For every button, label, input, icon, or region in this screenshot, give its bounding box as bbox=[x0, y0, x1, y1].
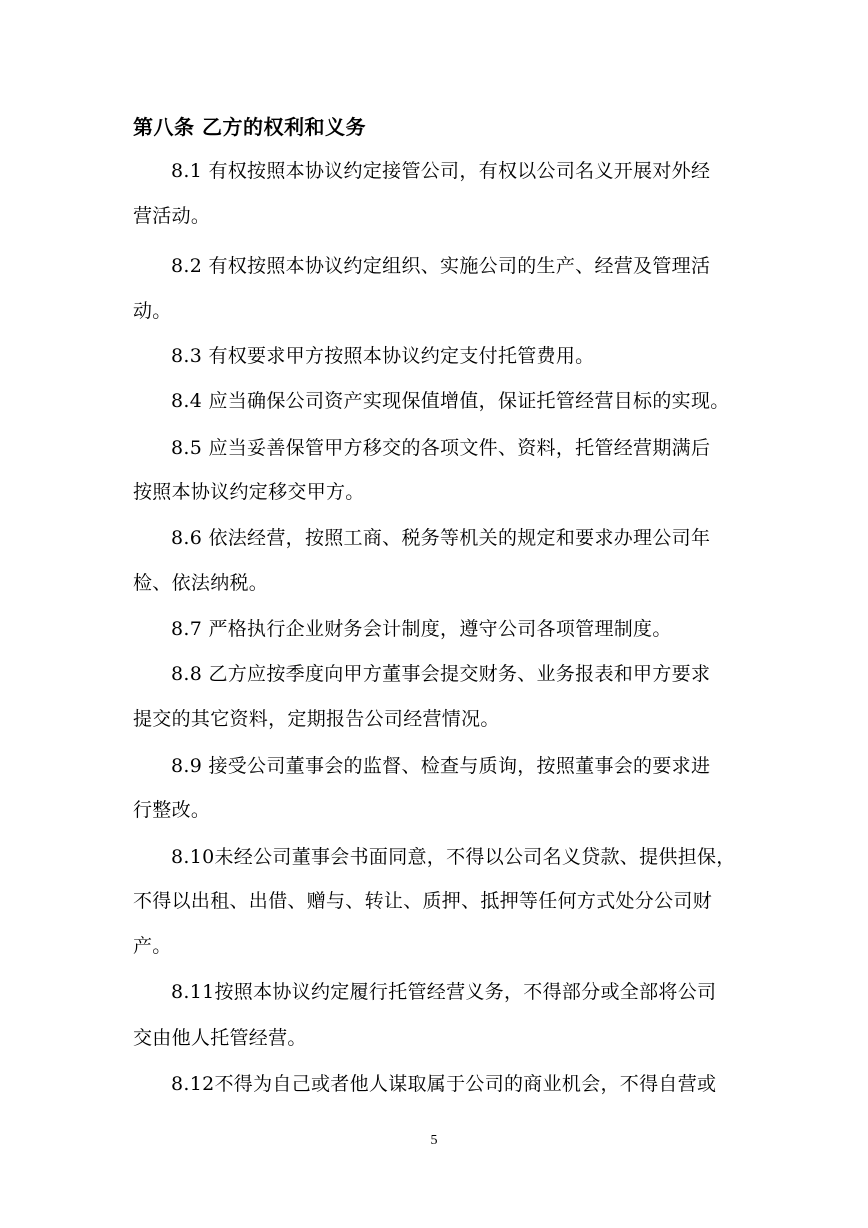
clause-8-4-line-1: 8.4 应当确保公司资产实现保值增值，保证托管经营目标的实现。 bbox=[171, 390, 730, 412]
clause-8-3-line-1: 8.3 有权要求甲方按照本协议约定支付托管费用。 bbox=[171, 345, 595, 367]
clause-8-6-line-2: 检、依法纳税。 bbox=[133, 572, 269, 594]
clause-8-1-line-1: 8.1 有权按照本协议约定接管公司，有权以公司名义开展对外经 bbox=[171, 160, 711, 182]
clause-8-10-line-3: 产。 bbox=[133, 935, 172, 957]
clause-8-1-line-2: 营活动。 bbox=[133, 205, 211, 227]
clause-8-2-line-2: 动。 bbox=[133, 300, 172, 322]
clause-8-7-line-1: 8.7 严格执行企业财务会计制度，遵守公司各项管理制度。 bbox=[171, 618, 672, 640]
clause-8-10-line-1: 8.10未经公司董事会书面同意，不得以公司名义贷款、提供担保， bbox=[171, 846, 736, 868]
clause-8-5-line-1: 8.5 应当妥善保管甲方移交的各项文件、资料，托管经营期满后 bbox=[171, 437, 711, 459]
clause-8-5-line-2: 按照本协议约定移交甲方。 bbox=[133, 481, 365, 503]
clause-8-12-line-1: 8.12不得为自己或者他人谋取属于公司的商业机会，不得自营或 bbox=[171, 1073, 717, 1095]
clause-8-9-line-2: 行整改。 bbox=[133, 799, 211, 821]
clause-8-10-line-2: 不得以出租、出借、赠与、转让、质押、抵押等任何方式处分公司财 bbox=[133, 890, 713, 912]
clause-8-6-line-1: 8.6 依法经营，按照工商、税务等机关的规定和要求办理公司年 bbox=[171, 527, 711, 549]
article-heading: 第八条 乙方的权利和义务 bbox=[133, 115, 366, 139]
clause-8-11-line-2: 交由他人托管经营。 bbox=[133, 1027, 307, 1049]
clause-8-8-line-2: 提交的其它资料，定期报告公司经营情况。 bbox=[133, 708, 500, 730]
page-number: 5 bbox=[430, 1133, 438, 1148]
clause-8-8-line-1: 8.8 乙方应按季度向甲方董事会提交财务、业务报表和甲方要求 bbox=[171, 663, 711, 685]
clause-8-9-line-1: 8.9 接受公司董事会的监督、检查与质询，按照董事会的要求进 bbox=[171, 755, 711, 777]
clause-8-11-line-1: 8.11按照本协议约定履行托管经营义务，不得部分或全部将公司 bbox=[171, 981, 717, 1003]
clause-8-2-line-1: 8.2 有权按照本协议约定组织、实施公司的生产、经营及管理活 bbox=[171, 255, 711, 277]
